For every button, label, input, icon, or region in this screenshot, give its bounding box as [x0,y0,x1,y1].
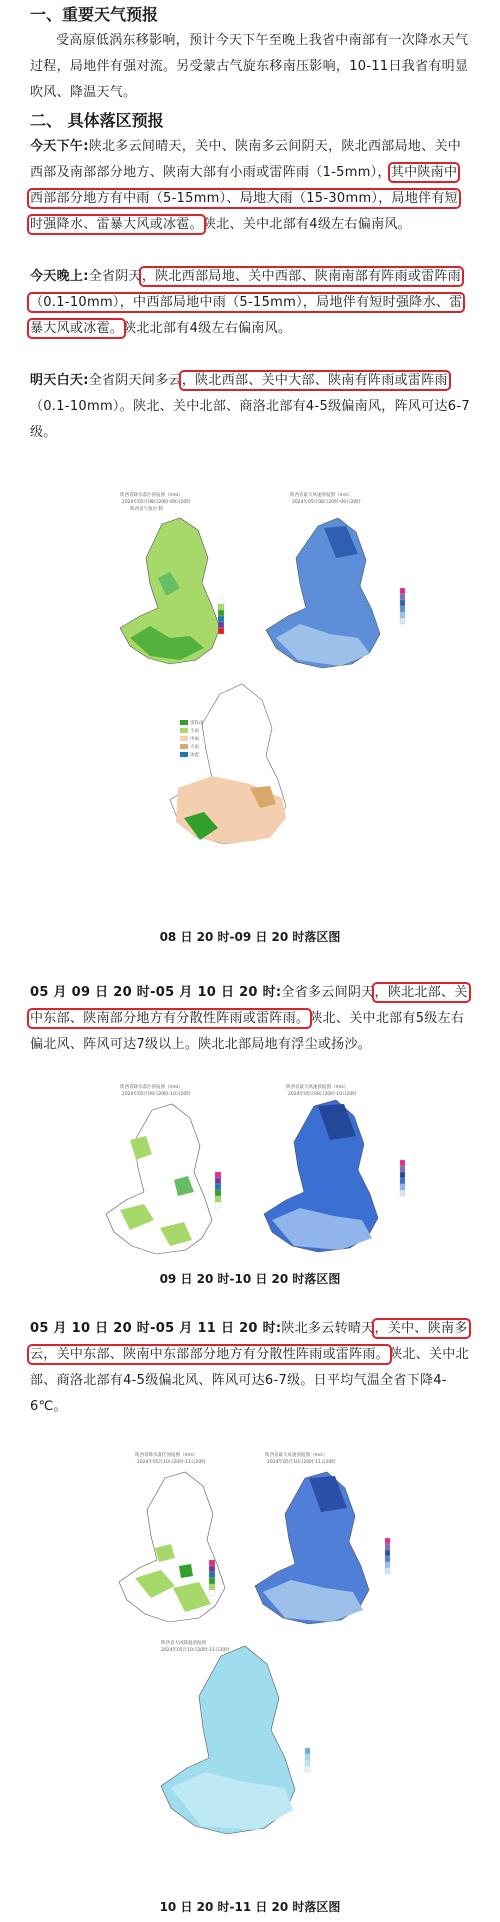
evening-forecast [30,264,470,342]
period-3-text-2: 陕北、关中北部、商洛北部有4-5级偏北风、阵风可达6-7级。日平均气温全省下降4-6℃。 [30,1347,469,1414]
afternoon-highlight: 其中陕南中西部部分地方有中雨（5-15mm）、局地大雨（15-30mm），局地伴有短时强降水、雷暴大风或冰雹。 [30,165,459,232]
tomorrow-forecast [30,368,470,446]
figure-2-maps [90,1080,430,1270]
fig1-rain-map [120,491,224,664]
fig1-legend-5: 冰雹 [190,753,199,758]
fig1-map-a-sub2: 陕西省气象台 制 [130,507,163,512]
fig1-zone-map [170,684,286,844]
fig3-map-b-title: 陕西省最大风速预报图（m/s） [265,1453,328,1458]
evening-text: 全省阴天 [88,269,142,284]
tomorrow-text: 全省阴天间多云 [88,373,182,388]
period-3-highlight: ，关中、陕南多云，关中东部、陕南中东部部分地方有分散性阵雨或雷阵雨。 [30,1321,468,1362]
figure-1-caption: 08 日 20 时-09 日 20 时落区图 [159,930,341,944]
fig2-map-b-title: 陕西省最大风速预报图（m/s） [286,1085,349,1090]
period-3-label: 05 月 10 日 20 时-05 月 11 日 20 时: [30,1321,282,1336]
fig3-map-a-sub: 2024年05月10日20时-11日20时 [137,1460,206,1465]
fig2-map-a-title: 陕西省降水落区预报图（mm） [120,1085,183,1090]
tomorrow-text-2: （0.1-10mm）。陕北、关中北部、商洛北部有4-5级偏南风，阵风可达6-7级。 [30,399,470,440]
fig1-map-b-sub: 2024年05月08日20时-09日20时 [292,500,361,505]
period-2-text: 全省多云间阴天 [281,985,375,1000]
afternoon-text: 陕北多云间晴天，关中、陕南多云间阴天，陕北西部局地、关中西部及南部部分地方、陕南大部有小雨或雷阵雨（1-5mm）， [30,139,462,180]
evening-label: 今天晚上: [30,269,89,284]
section-title-areas: 二、 具体落区预报 [30,111,164,130]
fig3-map-c-sub: 2024年05月10日20时-11日20时 [161,1648,230,1653]
fig2-rain-map [106,1083,221,1254]
fig1-map-b-title: 陕西省最大风速预报图（m/s） [290,493,353,498]
fig2-map-a-sub: 2024年05月09日20时-10日20时 [122,1092,191,1097]
fig1-legend-2: 小雨 [190,729,199,734]
fig1-wind-map [266,491,405,668]
evening-highlight: ，陕北西部局地、关中西部、陕南南部有阵雨或雷阵雨（0.1-10mm），中西部局地中雨（5-15mm），局地伴有短时强降水、雷暴大风或冰雹。 [30,269,463,336]
fig1-legend-1: 雷阵雨 [190,721,204,726]
fig1-map-a-sub: 2024年05月08日20时-09日20时 [122,500,191,505]
period-3-forecast [30,1316,470,1420]
afternoon-forecast [30,134,470,238]
fig1-zone-legend [180,719,204,758]
period-2-text-2: 陕北、关中北部有5级左右偏北风、阵风可达7级以上。陕北北部局地有浮尘或扬沙。 [30,1011,465,1052]
fig2-wind-map [264,1083,405,1252]
section-title-important: 一、重要天气预报 [30,5,159,24]
afternoon-label: 今天下午: [30,139,89,154]
fig3-map-a-title: 陕西省降水落区预报图（mm） [135,1453,198,1458]
period-3-text: 陕北多云转晴天 [281,1321,375,1336]
fig1-legend-4: 大雨 [190,745,199,750]
period-2-highlight: ，陕北北部、关中东部、陕南部分地方有分散性阵雨或雷阵雨。 [30,985,468,1026]
figure-2-caption: 09 日 20 时-10 日 20 时落区图 [159,1272,341,1286]
section-1-body: 受高原低涡东移影响，预计今天下午至晚上我省中南部有一次降水天气过程，局地伴有强对流。另受蒙古气旋东移南压影响，10-11日我省有明显吹风、降温天气。 [30,33,469,100]
evening-text-2: 陕北北部有4级左右偏南风。 [123,321,292,336]
tomorrow-highlight: ，陕北西部、关中大部、陕南有阵雨或雷阵雨 [181,373,448,388]
figure-3-caption: 10 日 20 时-11 日 20 时落区图 [159,1900,341,1914]
figure-3-maps [115,1448,445,1888]
fig3-map-b-sub: 2024年05月10日20时-11日20时 [267,1460,336,1465]
period-2-label: 05 月 09 日 20 时-05 月 10 日 20 时: [30,985,282,1000]
fig3-rain-map [119,1451,225,1622]
fig1-map-a-title: 陕西省降水落区预报图（mm） [120,493,183,498]
fig1-legend-3: 中雨 [190,737,199,742]
tomorrow-label: 明天白天: [30,373,89,388]
afternoon-text-2: 陕北、关中北部有4级左右偏南风。 [202,217,411,232]
fig3-wind-map [255,1451,390,1624]
figure-1-maps [100,488,430,920]
fig3-cooling-map [161,1639,310,1834]
fig2-map-b-sub: 2024年05月09日20时-10日20时 [288,1092,357,1097]
period-2-forecast [30,980,470,1058]
fig3-map-c-title: 陕西省大风降温预报图 [161,1641,206,1646]
